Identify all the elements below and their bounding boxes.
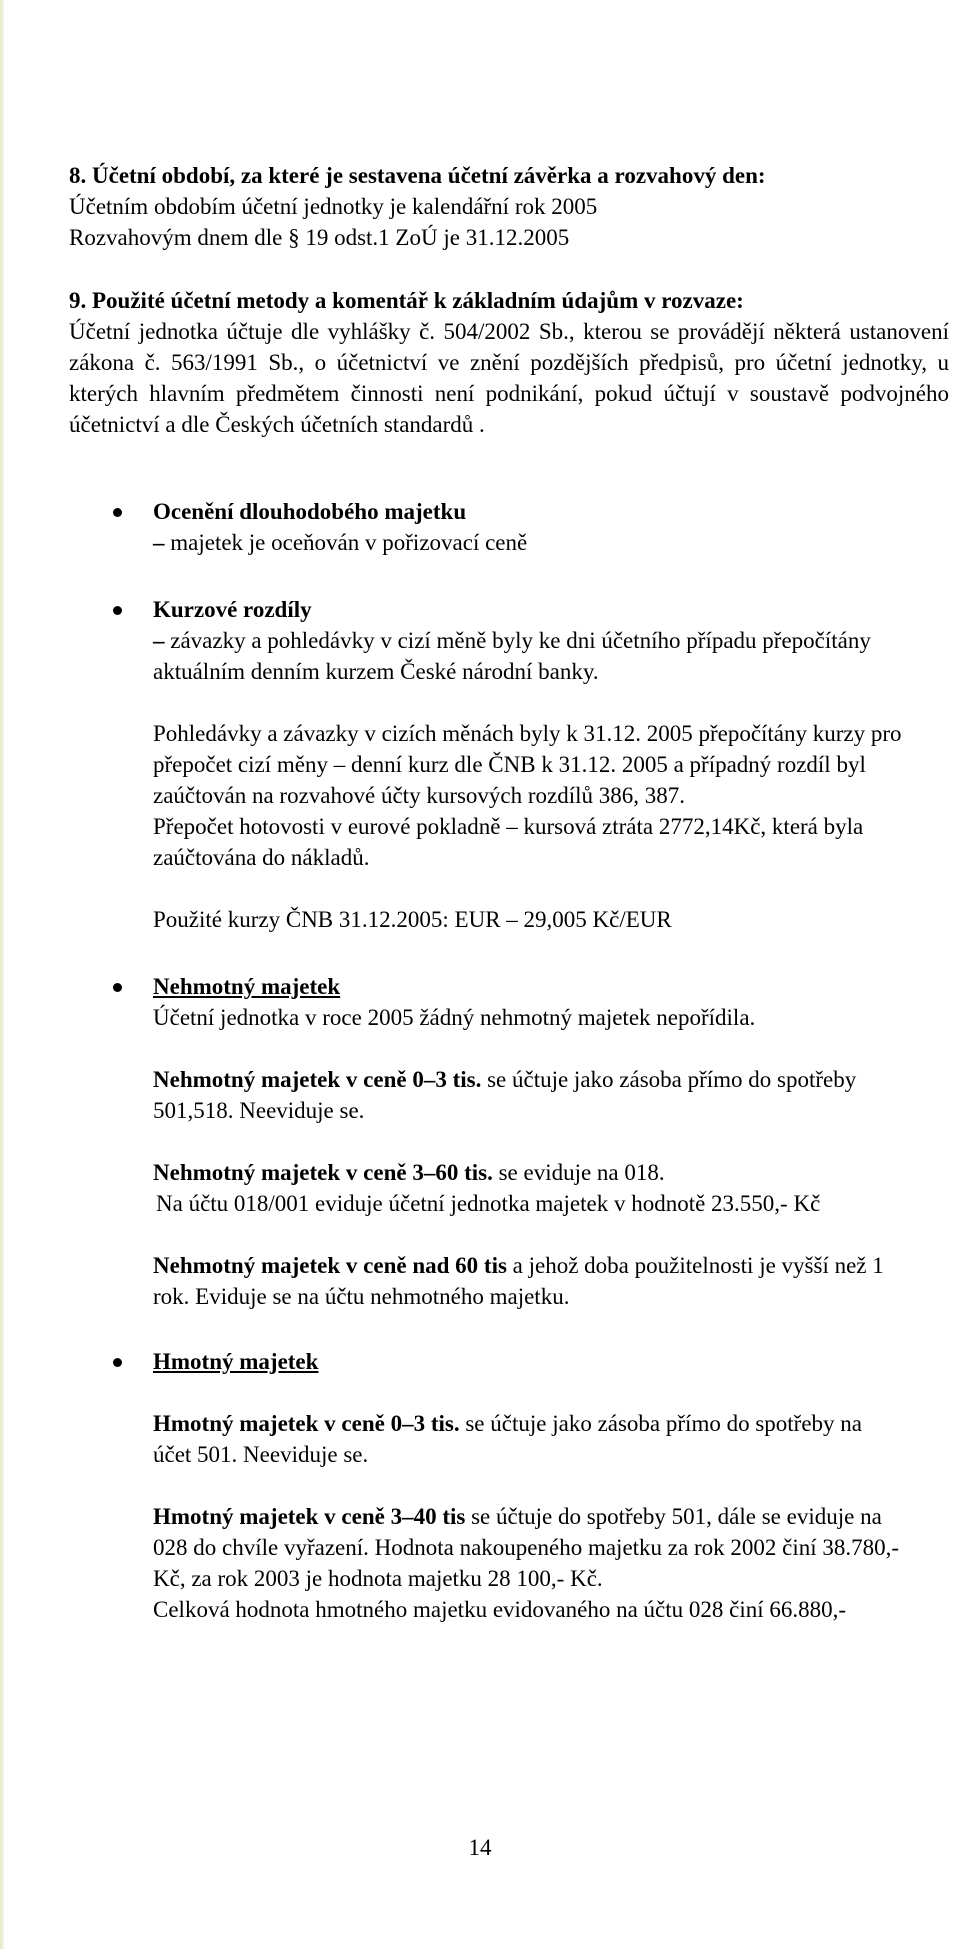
exchange-paragraph-1: Pohledávky a závazky v cizích měnách byly k 31.12. 2005 přepočítány kurzy pro přepočet cizí měny – denní kurz dle ČNB k 31.12. 2005 a případný rozdíl byl zaúčtován na rozvahové účty kursových rozdílů 386, 387. (153, 721, 902, 808)
bullet-icon (113, 606, 122, 615)
section-8-heading: 8. Účetní období, za které je sestavena účetní závěrka a rozvahový den: (69, 163, 766, 188)
intangible-rule-1 (153, 1064, 893, 1126)
valuation-title: Ocenění dlouhodobého majetku (153, 499, 467, 524)
bullet-icon (113, 983, 122, 992)
exchange-text (153, 625, 893, 687)
intangible-rule-2-text: se eviduje na 018. (492, 1160, 665, 1185)
section-9-paragraph: Účetní jednotka účtuje dle vyhlášky č. 504/2002 Sb., kterou se provádějí některá ustanovení zákona č. 563/1991 Sb., o účetnictví ve znění pozdějších předpisů, pro účetní jednotky, u kterých hlavním předmětem činnosti není podnikání, pokud účtují v soustavě podvojného účetnictví a dle Českých účetních standardů . (69, 319, 949, 437)
intangible-rule-1-text: se účtuje jako zásoba přímo do spotřeby 501,518. Neeviduje se. (153, 1067, 857, 1123)
valuation-block (69, 496, 919, 558)
tangible-rule-2-bold: Hmotný majetek v ceně 3–40 tis (153, 1504, 466, 1529)
intangible-rule-3 (153, 1250, 913, 1312)
tangible-block (69, 1346, 919, 1625)
bullet-icon (113, 508, 122, 517)
tangible-rule-1 (153, 1408, 873, 1470)
intangible-rule-2 (153, 1157, 919, 1188)
valuation-text (153, 527, 919, 558)
intangible-intro: Účetní jednotka v roce 2005 žádný nehmotný majetek nepořídila. (153, 1005, 756, 1030)
exchange-paragraph-2: Přepočet hotovosti v eurové pokladně – kursová ztráta 2772,14Kč, která byla zaúčtována do nákladů. (153, 814, 864, 870)
dash: – (153, 530, 165, 555)
bullet-icon (113, 1358, 122, 1367)
page-number: 14 (468, 1835, 492, 1860)
section-8 (69, 160, 919, 253)
dash: – (153, 628, 165, 653)
intangible-rule-1-bold: Nehmotný majetek v ceně 0–3 tis. (153, 1067, 482, 1092)
tangible-rule-2-line-2: Celková hodnota hmotného majetku evidovaného na účtu 028 činí 66.880,- (153, 1597, 847, 1622)
section-8-line-2: Rozvahovým dnem dle § 19 odst.1 ZoÚ je 31.12.2005 (69, 225, 570, 250)
tangible-rule-1-bold: Hmotný majetek v ceně 0–3 tis. (153, 1411, 460, 1436)
tangible-rule-1-text: se účtuje jako zásoba přímo do spotřeby na účet 501. Neeviduje se. (153, 1411, 862, 1467)
tangible-title: Hmotný majetek (153, 1349, 319, 1374)
exchange-text-body: závazky a pohledávky v cizí měně byly ke dni účetního případu přepočítány aktuálním denním kurzem České národní banky. (153, 628, 871, 684)
intangible-rule-3-text: a jehož doba použitelnosti je vyšší než 1 rok. Eviduje se na účtu nehmotného majetku. (153, 1253, 884, 1309)
intangible-rule-3-bold: Nehmotný majetek v ceně nad 60 tis (153, 1253, 507, 1278)
document-page (69, 160, 949, 1625)
tangible-rule-2-text: se účtuje do spotřeby 501, dále se eviduje na 028 do chvíle vyřazení. Hodnota nakoupeného majetku za rok 2002 činí 38.780,- Kč, za rok 2003 je hodnota majetku 28 100,- Kč. (153, 1504, 900, 1591)
intangible-block (69, 971, 919, 1312)
exchange-rates: Použité kurzy ČNB 31.12.2005: EUR – 29,005 Kč/EUR (153, 907, 672, 932)
intangible-rule-2-bold: Nehmotný majetek v ceně 3–60 tis. (153, 1160, 493, 1185)
page-edge (0, 0, 4, 1949)
exchange-block (69, 594, 919, 935)
valuation-text-body: majetek je oceňován v pořizovací ceně (164, 530, 528, 555)
section-9 (69, 285, 949, 440)
intangible-title: Nehmotný majetek (153, 974, 341, 999)
intangible-rule-2-line-2: Na účtu 018/001 eviduje účetní jednotka majetek v hodnotě 23.550,- Kč (156, 1191, 821, 1216)
tangible-rule-2 (153, 1501, 913, 1594)
exchange-title: Kurzové rozdíly (153, 597, 312, 622)
section-8-line-1: Účetním obdobím účetní jednotky je kalendářní rok 2005 (69, 194, 598, 219)
section-9-heading: 9. Použité účetní metody a komentář k základním údajům v rozvaze: (69, 288, 744, 313)
